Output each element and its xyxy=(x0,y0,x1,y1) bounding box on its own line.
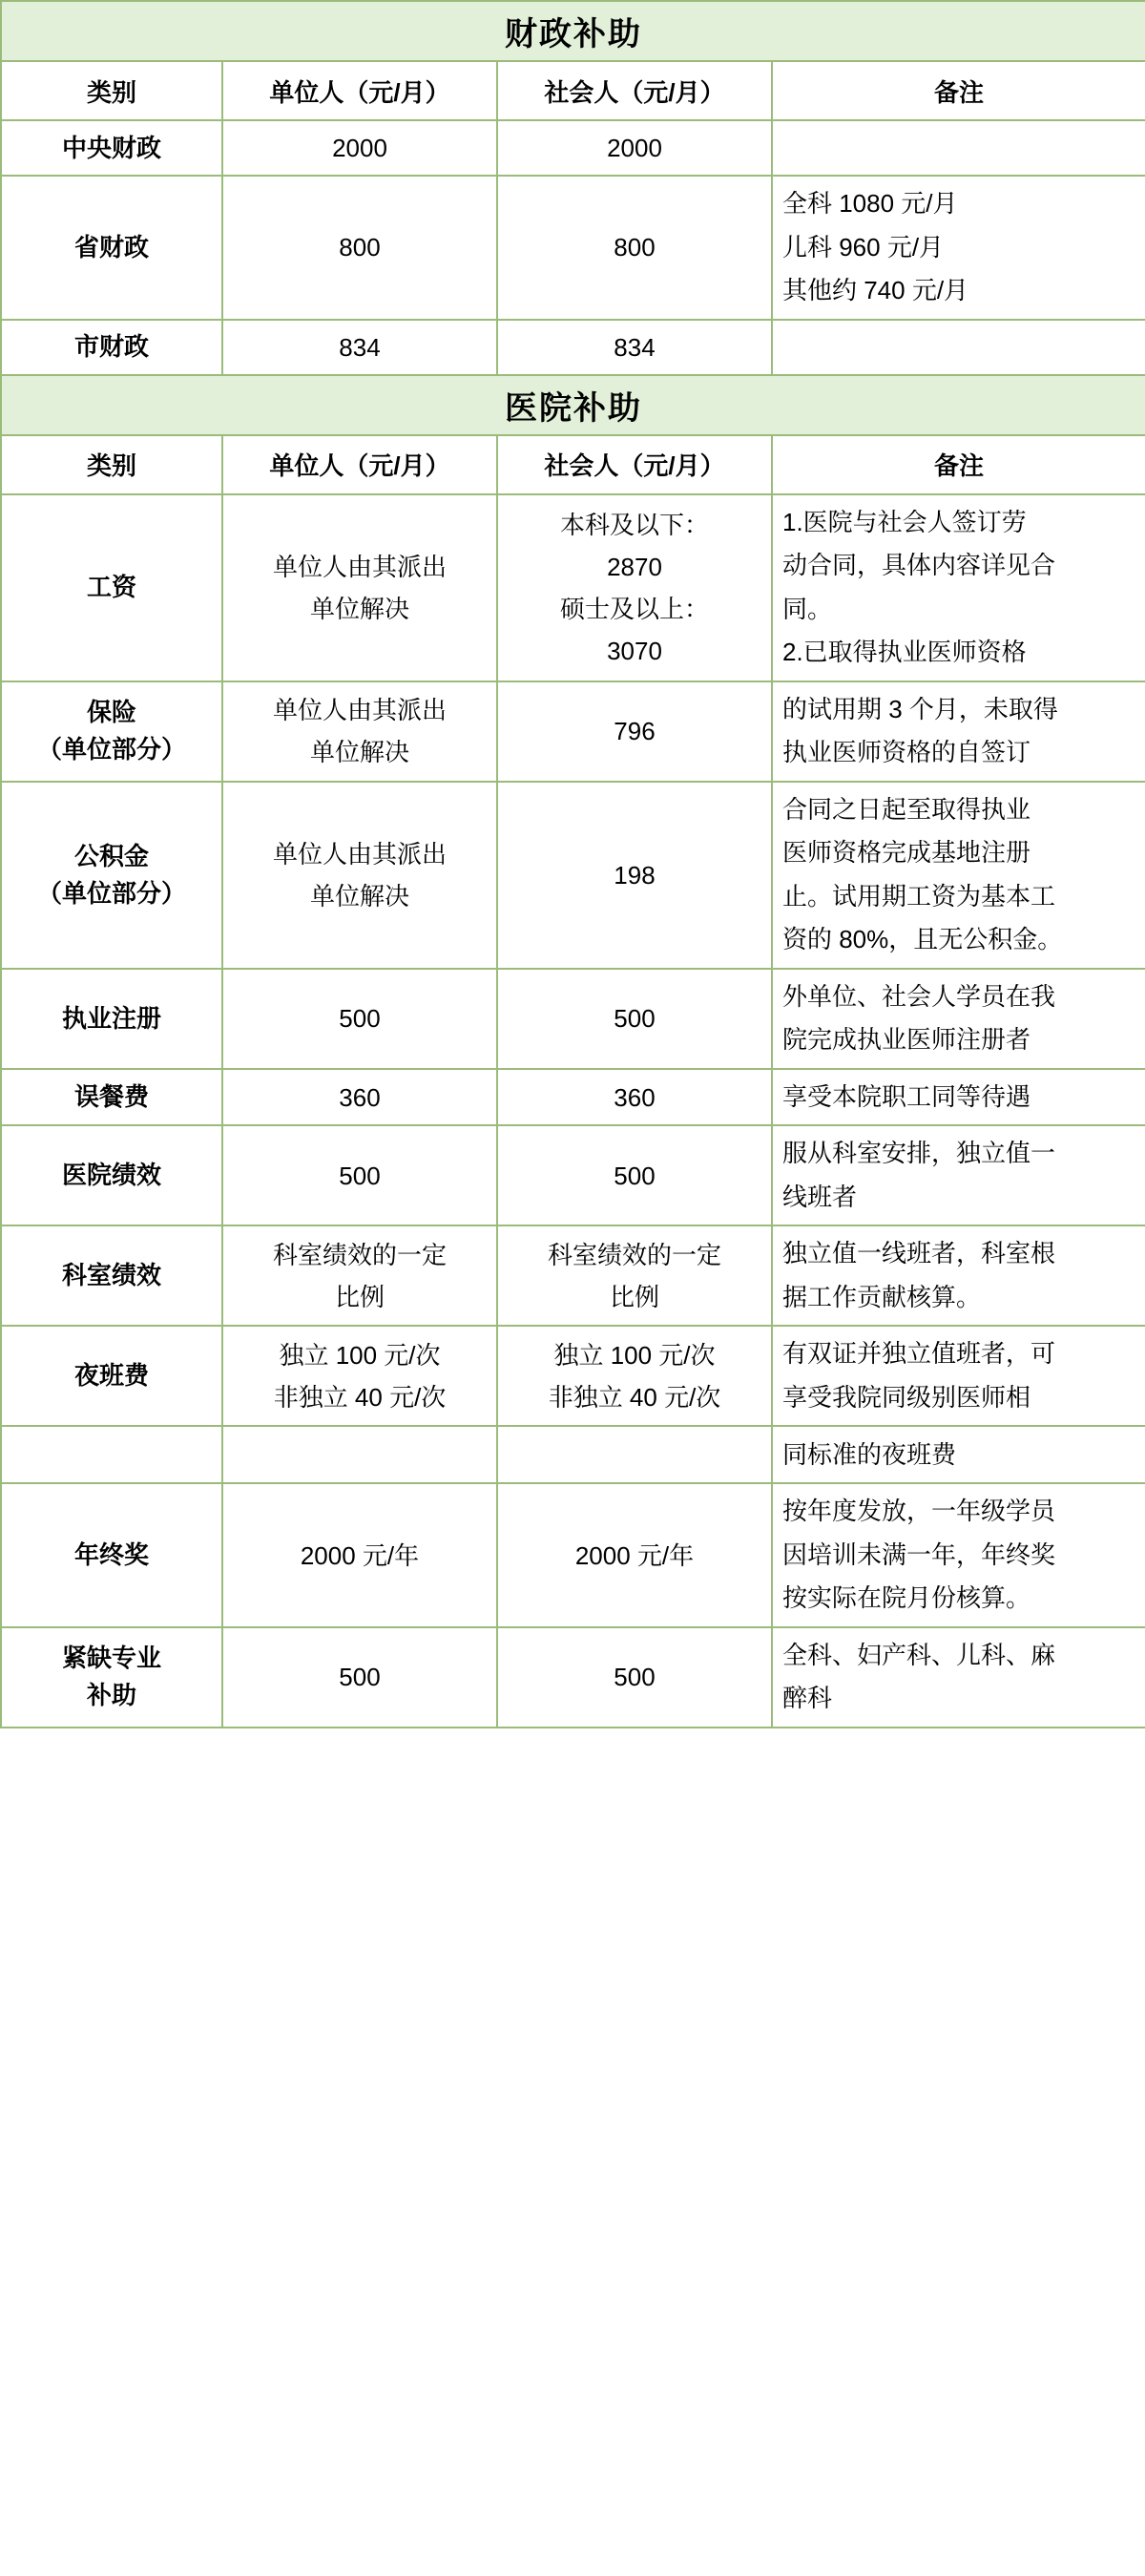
cell-hospital-performance-social: 500 xyxy=(497,1125,772,1225)
cell-year-end-bonus-remark xyxy=(772,1483,1145,1627)
remark-line: 全科 1080 元/月 xyxy=(782,189,958,219)
cell-housing-fund-social: 198 xyxy=(497,782,772,969)
cell-line: 独立 100 元/次 xyxy=(553,1340,716,1370)
label-line: 补助 xyxy=(86,1681,136,1710)
table-row xyxy=(1,176,1145,320)
cell-insurance-unit xyxy=(222,681,497,782)
cell-line: 科室绩效的一定 xyxy=(547,1240,721,1269)
row-label-housing-fund xyxy=(1,782,222,969)
cell-provincial-unit: 800 xyxy=(222,176,497,320)
table-row xyxy=(1,120,1145,176)
cell-housing-fund-remark xyxy=(772,782,1145,969)
cell-department-performance-remark xyxy=(772,1225,1145,1326)
column-header-remark: 备注 xyxy=(772,61,1145,120)
cell-central-remark xyxy=(772,120,1145,176)
cell-shortage-specialty-remark xyxy=(772,1627,1145,1728)
remark-line: 全科、妇产科、儿科、麻 xyxy=(782,1640,1056,1669)
table-row xyxy=(1,494,1145,681)
column-header-category: 类别 xyxy=(1,61,222,120)
table-header-row xyxy=(1,435,1145,494)
remark-line: 线班者 xyxy=(782,1182,858,1211)
row-label-empty xyxy=(1,1426,222,1483)
cell-meal-allowance-unit: 360 xyxy=(222,1069,497,1126)
cell-city-unit: 834 xyxy=(222,320,497,375)
row-label-provincial-finance: 省财政 xyxy=(1,176,222,320)
row-label-meal-allowance: 误餐费 xyxy=(1,1069,222,1126)
remark-line: 1.医院与社会人签订劳 xyxy=(782,507,1027,536)
table-row xyxy=(1,1225,1145,1326)
table-row xyxy=(1,1627,1145,1728)
cell-year-end-bonus-social: 2000 元/年 xyxy=(497,1483,772,1627)
table-row xyxy=(1,1,1145,61)
label-line: （单位部分） xyxy=(36,878,186,908)
column-header-unit-person: 单位人（元/月） xyxy=(222,61,497,120)
cell-night-shift-remark-continued: 同标准的夜班费 xyxy=(772,1426,1145,1483)
cell-line: 2870 xyxy=(607,552,662,581)
remark-line: 其他约 740 元/月 xyxy=(782,276,969,305)
remark-line: 医师资格完成基地注册 xyxy=(782,838,1031,868)
cell-practice-registration-social: 500 xyxy=(497,969,772,1069)
cell-central-unit: 2000 xyxy=(222,120,497,176)
remark-line: 合同之日起至取得执业 xyxy=(782,794,1031,824)
cell-salary-social xyxy=(497,494,772,681)
cell-salary-unit xyxy=(222,494,497,681)
remark-line: 的试用期 3 个月，未取得 xyxy=(782,694,1058,723)
column-header-social-person: 社会人（元/月） xyxy=(497,61,772,120)
table-row xyxy=(1,969,1145,1069)
table-row xyxy=(1,1483,1145,1627)
cell-night-shift-remark xyxy=(772,1326,1145,1426)
cell-line: 非独立 40 元/次 xyxy=(548,1382,721,1412)
cell-night-shift-social xyxy=(497,1326,772,1426)
cell-meal-allowance-remark: 享受本院职工同等待遇 xyxy=(772,1069,1145,1126)
cell-provincial-social: 800 xyxy=(497,176,772,320)
cell-meal-allowance-social: 360 xyxy=(497,1069,772,1126)
cell-shortage-specialty-social: 500 xyxy=(497,1627,772,1728)
cell-line: 本科及以下： xyxy=(559,510,709,539)
cell-empty-unit xyxy=(222,1426,497,1483)
cell-shortage-specialty-unit: 500 xyxy=(222,1627,497,1728)
table-row xyxy=(1,1326,1145,1426)
cell-city-remark xyxy=(772,320,1145,375)
cell-line: 单位人由其派出 xyxy=(272,696,447,725)
remark-line: 有双证并独立值班者，可 xyxy=(782,1339,1056,1369)
cell-practice-registration-unit: 500 xyxy=(222,969,497,1069)
row-label-central-finance: 中央财政 xyxy=(1,120,222,176)
cell-practice-registration-remark xyxy=(772,969,1145,1069)
cell-line: 非独立 40 元/次 xyxy=(273,1382,447,1412)
row-label-shortage-specialty-subsidy xyxy=(1,1627,222,1728)
label-line: 紧缺专业 xyxy=(61,1644,161,1673)
remark-line: 据工作贡献核算。 xyxy=(782,1282,982,1311)
cell-year-end-bonus-unit: 2000 元/年 xyxy=(222,1483,497,1627)
table-row xyxy=(1,1069,1145,1126)
remark-line: 按实际在院月份核算。 xyxy=(782,1583,1031,1613)
cell-line: 单位人由其派出 xyxy=(272,839,447,869)
cell-line: 科室绩效的一定 xyxy=(272,1240,447,1269)
row-label-night-shift-fee: 夜班费 xyxy=(1,1326,222,1426)
table-row xyxy=(1,782,1145,969)
remark-line: 服从科室安排，独立值一 xyxy=(782,1139,1056,1168)
cell-line: 单位解决 xyxy=(309,738,409,767)
label-line: 保险 xyxy=(86,698,136,727)
column-header-category-2: 类别 xyxy=(1,435,222,494)
table-row xyxy=(1,681,1145,782)
cell-insurance-remark xyxy=(772,681,1145,782)
cell-night-shift-unit xyxy=(222,1326,497,1426)
row-label-practice-registration: 执业注册 xyxy=(1,969,222,1069)
remark-line: 独立值一线班者，科室根 xyxy=(782,1239,1056,1268)
remark-line: 资的 80%，且无公积金。 xyxy=(782,925,1063,954)
remark-line: 外单位、社会人学员在我 xyxy=(782,981,1056,1011)
cell-city-social: 834 xyxy=(497,320,772,375)
remark-line: 院完成执业医师注册者 xyxy=(782,1025,1031,1055)
cell-insurance-social: 796 xyxy=(497,681,772,782)
cell-department-performance-unit xyxy=(222,1225,497,1326)
row-label-year-end-bonus: 年终奖 xyxy=(1,1483,222,1627)
cell-line: 比例 xyxy=(334,1282,385,1311)
cell-salary-remark xyxy=(772,494,1145,681)
cell-hospital-performance-remark xyxy=(772,1125,1145,1225)
remark-line: 止。试用期工资为基本工 xyxy=(782,881,1056,911)
cell-provincial-remark xyxy=(772,176,1145,320)
cell-housing-fund-unit xyxy=(222,782,497,969)
table-row xyxy=(1,320,1145,375)
remark-line: 动合同，具体内容详见合 xyxy=(782,551,1056,580)
row-label-department-performance: 科室绩效 xyxy=(1,1225,222,1326)
table-row xyxy=(1,1426,1145,1483)
remark-line: 儿科 960 元/月 xyxy=(782,232,945,262)
section-title-financial: 财政补助 xyxy=(1,1,1145,61)
cell-line: 硕士及以上： xyxy=(559,594,709,623)
label-line: 公积金 xyxy=(73,841,149,870)
cell-empty-social xyxy=(497,1426,772,1483)
remark-line: 享受我院同级别医师相 xyxy=(782,1382,1031,1412)
column-header-social-person-2: 社会人（元/月） xyxy=(497,435,772,494)
row-label-salary: 工资 xyxy=(1,494,222,681)
remark-line: 执业医师资格的自签订 xyxy=(782,738,1031,767)
table-row xyxy=(1,375,1145,435)
remark-line: 按年度发放，一年级学员 xyxy=(782,1497,1056,1526)
row-label-hospital-performance: 医院绩效 xyxy=(1,1125,222,1225)
section-title-hospital: 医院补助 xyxy=(1,375,1145,435)
row-label-insurance xyxy=(1,681,222,782)
column-header-remark-2: 备注 xyxy=(772,435,1145,494)
cell-department-performance-social xyxy=(497,1225,772,1326)
cell-line: 3070 xyxy=(607,637,662,666)
cell-line: 单位解决 xyxy=(309,594,409,623)
remark-line: 醉科 xyxy=(782,1684,833,1713)
label-line: （单位部分） xyxy=(36,735,186,764)
remark-line: 2.已取得执业医师资格 xyxy=(782,638,1027,667)
cell-line: 比例 xyxy=(609,1282,659,1311)
table-row xyxy=(1,1125,1145,1225)
column-header-unit-person-2: 单位人（元/月） xyxy=(222,435,497,494)
row-label-city-finance: 市财政 xyxy=(1,320,222,375)
cell-line: 单位人由其派出 xyxy=(272,552,447,581)
table-header-row xyxy=(1,61,1145,120)
cell-line: 独立 100 元/次 xyxy=(279,1340,441,1370)
remark-line: 因培训未满一年，年终奖 xyxy=(782,1539,1056,1569)
cell-line: 单位解决 xyxy=(309,881,409,911)
remark-line: 同。 xyxy=(782,594,833,623)
cell-hospital-performance-unit: 500 xyxy=(222,1125,497,1225)
cell-central-social: 2000 xyxy=(497,120,772,176)
